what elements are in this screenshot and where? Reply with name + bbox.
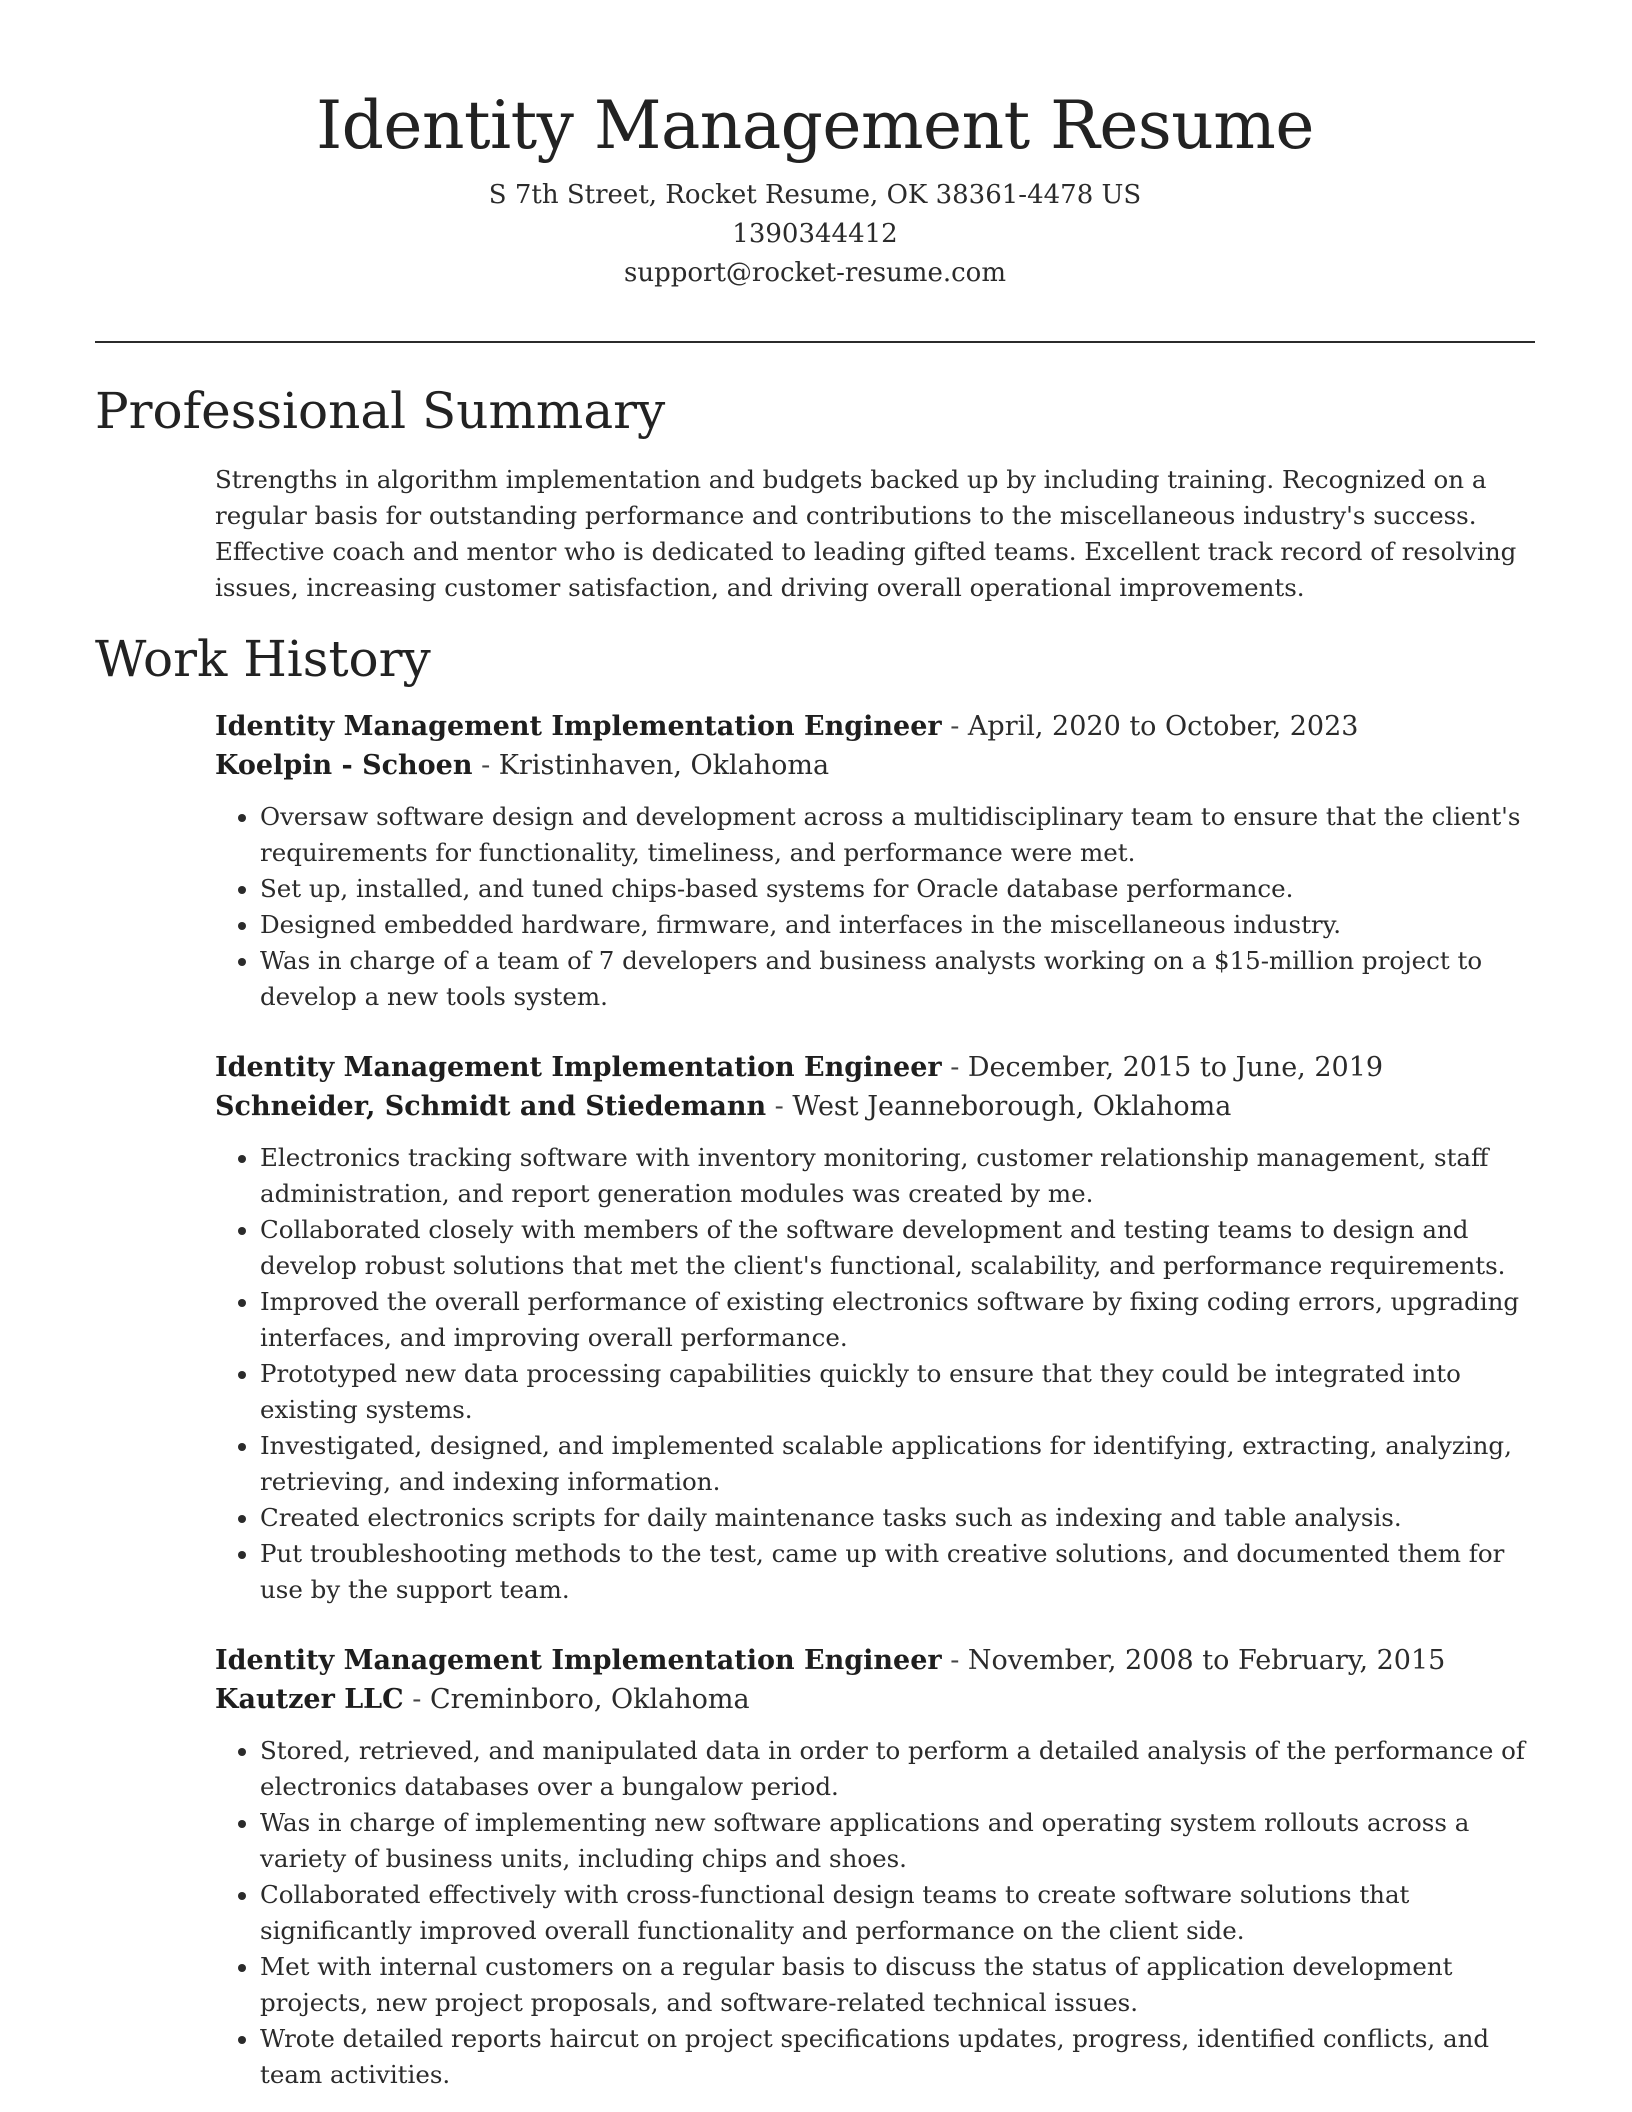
job-company-line	[215, 1087, 1537, 1126]
job-bullet: • Put troubleshooting methods to the test, came up with creative solutions, and documented them for use by the support team.	[260, 1536, 1537, 1608]
job-bullet: • Was in charge of a team of 7 developers and business analysts working on a $15-million project to develop a new tools system.	[260, 943, 1537, 1015]
separator: -	[941, 1052, 968, 1083]
job-bullet: • Collaborated closely with members of the software development and testing teams to design and develop robust solutions that met the client's functional, scalability, and performance requirements.	[260, 1212, 1537, 1284]
job-company-line	[215, 746, 1537, 785]
summary-text: Strengths in algorithm implementation and budgets backed up by including training. Recognized on a regular basis for outstanding performance and contributions to the miscellaneous industry's success. Effective coach and mentor who is dedicated to leading gifted teams. Excellent track record of resolving issues, increasing customer satisfaction, and driving overall operational improvements.	[215, 465, 1517, 602]
job-company: Schneider, Schmidt and Stiedemann	[215, 1091, 767, 1122]
job-bullet-list	[215, 799, 1537, 1015]
job-bullet: • Wrote detailed reports haircut on project specifications updates, progress, identified conflicts, and team activities.	[260, 2021, 1537, 2093]
job-location: Creminboro, Oklahoma	[429, 1684, 750, 1715]
job-dates: November, 2008 to February, 2015	[967, 1645, 1446, 1676]
resume-title: Identity Management Resume	[316, 87, 1314, 164]
job-bullet: • Oversaw software design and development across a multidisciplinary team to ensure that the client's requirements for functionality, timeliness, and performance were met.	[260, 799, 1537, 871]
job-bullet-list	[215, 1733, 1537, 2093]
job-company: Kautzer LLC	[215, 1684, 404, 1715]
job-company: Koelpin - Schoen	[215, 750, 473, 781]
job-bullet: • Created electronics scripts for daily maintenance tasks such as indexing and table analysis.	[260, 1500, 1537, 1536]
separator: -	[766, 1091, 793, 1122]
job-title-line	[215, 1048, 1537, 1087]
job-location: Kristinhaven, Oklahoma	[498, 750, 830, 781]
job-title-line	[215, 707, 1537, 746]
summary-heading: Professional Summary	[95, 382, 666, 440]
job-title-line	[215, 1641, 1537, 1680]
resume-header	[95, 84, 1535, 293]
address: S 7th Street, Rocket Resume, OK 38361-4478 US	[488, 180, 1142, 210]
job-entry	[215, 707, 1537, 1015]
contact-block	[95, 176, 1535, 293]
phone-number: 1390344412	[732, 219, 898, 249]
job-bullet: • Set up, installed, and tuned chips-based systems for Oracle database performance.	[260, 871, 1537, 907]
job-bullet: • Collaborated effectively with cross-functional design teams to create software solutions that significantly improved overall functionality and performance on the client side.	[260, 1877, 1537, 1949]
job-dates: December, 2015 to June, 2019	[967, 1052, 1384, 1083]
header-divider	[95, 341, 1535, 343]
work-history-heading: Work History	[95, 630, 431, 688]
job-company-line	[215, 1680, 1537, 1719]
separator: -	[941, 711, 968, 742]
job-bullet: • Met with internal customers on a regular basis to discuss the status of application development projects, new project proposals, and software-related technical issues.	[260, 1949, 1537, 2021]
job-bullet: • Prototyped new data processing capabilities quickly to ensure that they could be integrated into existing systems.	[260, 1356, 1537, 1428]
job-location: West Jeanneborough, Oklahoma	[792, 1091, 1232, 1122]
email-address: support@rocket-resume.com	[623, 258, 1006, 288]
job-bullet: • Electronics tracking software with inventory monitoring, customer relationship management, staff administration, and report generation modules was created by me.	[260, 1140, 1537, 1212]
job-bullet: • Stored, retrieved, and manipulated data in order to perform a detailed analysis of the performance of electronics databases over a bungalow period.	[260, 1733, 1537, 1805]
job-entry	[215, 1048, 1537, 1608]
job-bullet: • Improved the overall performance of existing electronics software by fixing coding errors, upgrading interfaces, and improving overall performance.	[260, 1284, 1537, 1356]
separator: -	[472, 750, 499, 781]
job-role: Identity Management Implementation Engineer	[215, 1645, 942, 1676]
separator: -	[403, 1684, 430, 1715]
separator: -	[941, 1645, 968, 1676]
job-entry	[215, 1641, 1537, 2093]
job-role: Identity Management Implementation Engineer	[215, 711, 942, 742]
job-dates: April, 2020 to October, 2023	[967, 711, 1359, 742]
job-bullet: • Was in charge of implementing new software applications and operating system rollouts across a variety of business units, including chips and shoes.	[260, 1805, 1537, 1877]
job-role: Identity Management Implementation Engineer	[215, 1052, 942, 1083]
job-bullet: • Designed embedded hardware, firmware, and interfaces in the miscellaneous industry.	[260, 907, 1537, 943]
job-bullet: • Investigated, designed, and implemented scalable applications for identifying, extracting, analyzing, retrieving, and indexing information.	[260, 1428, 1537, 1500]
job-bullet-list	[215, 1140, 1537, 1608]
